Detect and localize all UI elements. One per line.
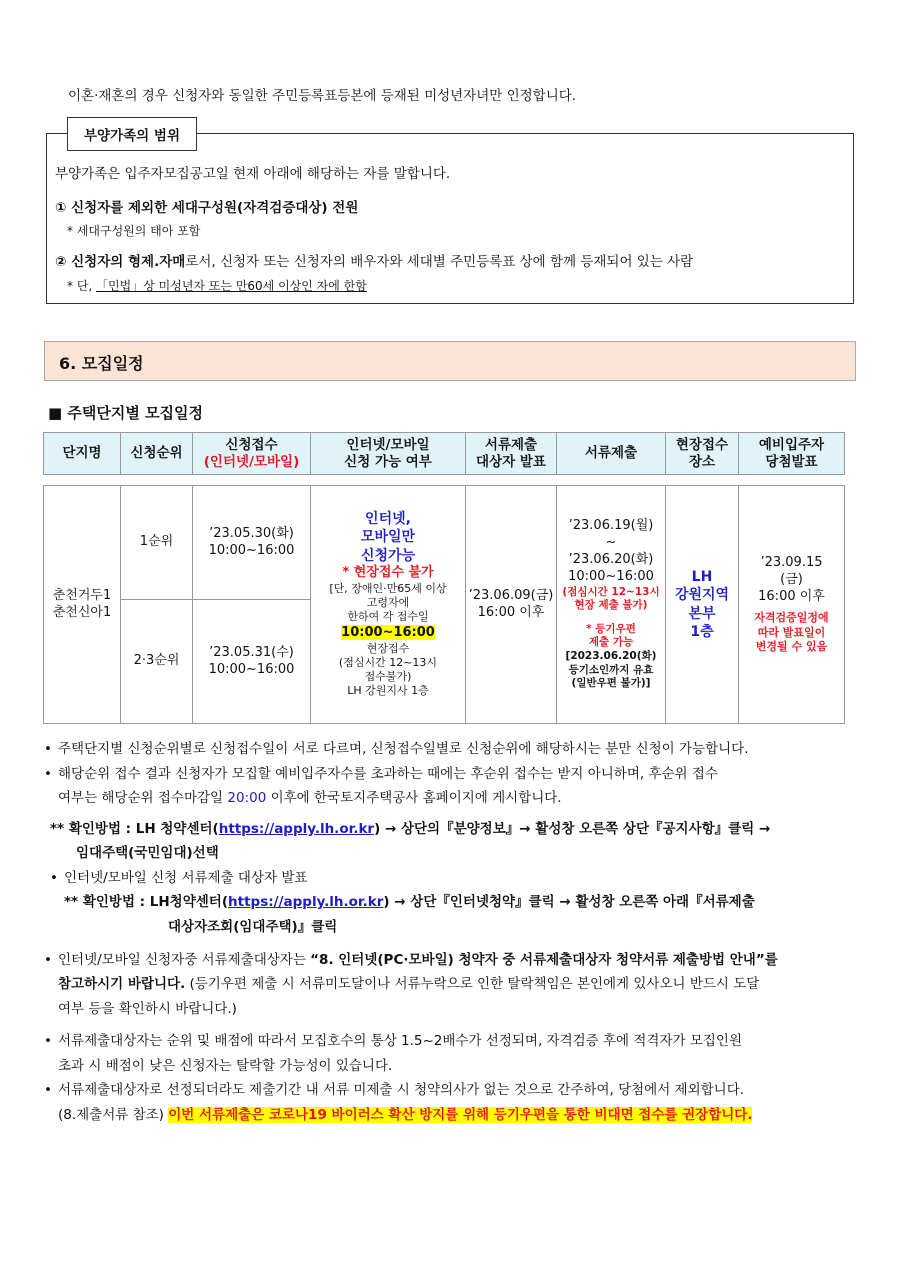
dependents-item-2-note (67, 277, 367, 294)
site-l3: 본부 (688, 605, 716, 622)
announce-date: ’23.06.09(금) (468, 587, 554, 603)
winner-l6: 변경될 수 있음 (755, 639, 828, 653)
th-docs-announce-1: 서류제출 (484, 437, 538, 454)
note-5a-post: ) → 상단『인터넷청약』클릭 → 활성창 오른쪽 아래『서류제출 (383, 894, 755, 911)
docs-l10: 등기소인까지 유효 (568, 663, 654, 676)
docs-l9: [2023.06.20(화) (565, 650, 657, 663)
online-l5: [단, 장애인·만65세 이상 (329, 581, 447, 595)
note-2b-post: 이후에 한국토지주택공사 홈페이지에 게시합니다. (266, 790, 562, 807)
note-6a-bold: “8. 인터넷(PC·모바일) 청약자 중 서류제출대상자 청약서류 제출방법 안내”를 (310, 951, 778, 968)
th-docs: 서류제출 (557, 433, 666, 475)
lh-link-2[interactable]: https://apply.lh.or.kr (228, 894, 384, 911)
note-2b (44, 786, 859, 811)
apply-2-date: ’23.05.31(수) (209, 644, 294, 660)
announce-time: 16:00 이후 (477, 604, 545, 620)
online-l1: 인터넷, (365, 511, 411, 528)
note-4: • 인터넷/모바일 신청 서류제출 대상자 발표 (50, 866, 859, 891)
note-2b-time: 20:00 (227, 790, 267, 807)
cell-apply-2 (193, 600, 311, 724)
docs-l4: 10:00~16:00 (568, 568, 654, 584)
cell-apply-1 (193, 486, 311, 600)
online-l8: 10:00~16:00 (341, 624, 435, 640)
lh-link-1[interactable]: https://apply.lh.or.kr (218, 820, 375, 837)
schedule-table (43, 485, 845, 724)
note-5b: 대상자조회(임대주택)』클릭 (168, 918, 338, 935)
cell-online (311, 486, 466, 724)
note-8b (44, 1103, 859, 1128)
winner-l4: 자격검증일정에 (754, 611, 829, 625)
cell-announce (466, 486, 557, 724)
docs-l1: ’23.06.19(월) (568, 517, 654, 533)
cell-docs (557, 486, 666, 724)
th-winner-1: 예비입주자 (758, 437, 825, 454)
covid-warning: 이번 서류제출은 코로나19 바이러스 확산 방지를 위해 등기우편을 통한 비대면 접수를 권장합니다. (168, 1106, 753, 1123)
cell-winner (739, 486, 845, 724)
th-rank: 신청순위 (121, 433, 193, 475)
dependents-item-2-bold: ② 신청자의 형제.자매 (55, 254, 186, 270)
th-online-1: 인터넷/모바일 (346, 437, 430, 454)
table-row (44, 486, 845, 600)
section-subtitle: ■ 주택단지별 모집일정 (48, 404, 204, 422)
note-6a (44, 948, 859, 973)
online-l4: * 현장접수 불가 (342, 564, 434, 580)
note-6c: 여부 등을 확인하시 바랍니다.) (58, 1000, 237, 1017)
apply-2-time: 10:00~16:00 (208, 661, 295, 677)
online-l3: 신청가능 (360, 547, 416, 564)
winner-l3: 16:00 이후 (758, 588, 825, 604)
note-8a: • 서류제출대상자로 선정되더라도 제출기간 내 서류 미제출 시 청약의사가 없는 것으로 간주하여, 당첨에서 제외합니다. (44, 1078, 859, 1103)
online-l7: 한하여 각 접수일 (347, 610, 429, 624)
th-apply (193, 433, 311, 475)
site-l2: 강원지역 (674, 587, 730, 604)
section-title: 6. 모집일정 (44, 341, 856, 381)
online-l2: 모바일만 (360, 529, 416, 546)
th-winner (739, 433, 845, 475)
th-winner-2: 당첨발표 (765, 453, 818, 470)
dependents-item-1-note: * 세대구성원의 태아 포함 (67, 224, 201, 238)
note-8b-pre: (8.제출서류 참조) (58, 1106, 169, 1123)
note-2a: • 해당순위 접수 결과 신청자가 모집할 예비입주자수를 초과하는 때에는 후순위 접수는 받지 아니하며, 후순위 접수 (44, 762, 859, 787)
cell-site (666, 486, 739, 724)
th-complex: 단지명 (44, 433, 121, 475)
note-3a-post: ) → 상단의『분양정보』→ 활성창 오른쪽 상단『공지사항』클릭 → (374, 820, 771, 837)
online-l9: 현장접수 (366, 641, 410, 655)
cell-rank-1: 1순위 (121, 486, 193, 600)
note-6b-bold: 참고하시기 바랍니다. (58, 976, 186, 993)
complex-2: 춘천신아1 (52, 604, 112, 620)
notes-list (44, 737, 859, 1127)
online-l12: LH 강원지사 1층 (347, 684, 429, 698)
th-docs-announce (466, 433, 557, 475)
online-l11: 접수불가) (364, 670, 412, 684)
dependents-item-1: ① 신청자를 제외한 세대구성원(자격검증대상) 전원 (55, 200, 359, 216)
note-3a (44, 817, 859, 842)
online-l10: (점심시간 12~13시 (338, 655, 438, 669)
site-l4: 1층 (690, 623, 714, 640)
apply-1-date: ’23.05.30(화) (209, 525, 294, 541)
dependents-desc: 부양가족은 입주자모집공고일 현재 아래에 해당하는 자를 말합니다. (55, 166, 451, 182)
th-site (666, 433, 739, 475)
note-5a (44, 890, 859, 915)
note-1: • 주택단지별 신청순위별로 신청접수일이 서로 다르며, 신청접수일별로 신청순위에 해당하시는 분만 신청이 가능합니다. (44, 737, 859, 762)
docs-l6: 현장 제출 불가) (574, 599, 648, 612)
winner-l1: ’23.09.15 (760, 554, 823, 570)
note-7b: 초과 시 배점이 낮은 신청자는 탈락할 가능성이 있습니다. (58, 1057, 393, 1074)
docs-l2: ~ (605, 534, 617, 550)
note-5a-pre: ** 확인방법 : LH청약센터( (64, 894, 229, 911)
note-2b-pre: 여부는 해당순위 접수마감일 (58, 790, 228, 807)
th-online (311, 433, 466, 475)
schedule-table-header (43, 432, 845, 475)
dependents-item-2-rest: 로서, 신청자 또는 신청자의 배우자와 세대별 주민등록표 상에 함께 등재되어 있는 사람 (185, 254, 694, 270)
th-site-1: 현장접수 (675, 437, 729, 454)
docs-l7: * 등기우편 (586, 622, 636, 635)
site-l1: LH (691, 569, 713, 586)
cell-rank-2: 2·3순위 (121, 600, 193, 724)
th-site-2: 장소 (688, 453, 716, 470)
complex-1: 춘천거두1 (52, 587, 112, 603)
docs-l3: ’23.06.20(화) (568, 551, 654, 567)
th-apply-main: 신청접수 (225, 437, 278, 454)
note-6b (44, 972, 859, 997)
note-6a-pre: 인터넷/모바일 신청자중 서류제출대상자는 (58, 951, 311, 968)
apply-1-time: 10:00~16:00 (208, 542, 295, 558)
dependents-box (46, 128, 854, 304)
online-l6: 고령자에 (366, 596, 410, 610)
note-underlined: 「민법」상 미성년자 또는 만60세 이상인 자에 한함 (96, 279, 367, 293)
docs-l8: 제출 가능 (588, 636, 634, 649)
th-docs-announce-2: 대상자 발표 (476, 453, 546, 470)
th-online-2: 신청 가능 여부 (344, 453, 432, 470)
th-apply-sub: (인터넷/모바일) (203, 453, 300, 470)
docs-l11: (일반우편 불가)] (571, 677, 651, 690)
dependents-item-2 (55, 250, 693, 270)
docs-l5: (점심시간 12~13시 (562, 585, 660, 598)
note-3b: 임대주택(국민임대)선택 (76, 845, 219, 862)
note-3a-pre: ** 확인방법 : LH 청약센터( (50, 820, 219, 837)
winner-l5: 따라 발표일이 (757, 625, 826, 639)
note-7a: • 서류제출대상자는 순위 및 배점에 따라서 모집호수의 통상 1.5~2배수가 선정되며, 자격검증 후에 적격자가 모집인원 (44, 1029, 859, 1054)
dependents-label: 부양가족의 범위 (67, 117, 197, 151)
note-prefix: * 단, (67, 279, 97, 293)
note-6b-rest: (등기우편 제출 시 서류미도달이나 서류누락으로 인한 탈락책임은 본인에게 있사오니 반드시 도달 (185, 976, 760, 993)
winner-l2: (금) (780, 571, 803, 587)
cell-complex (44, 486, 121, 724)
intro-text: 이혼·재혼의 경우 신청자와 동일한 주민등록표등본에 등재된 미성년자녀만 인정합니다. (68, 88, 577, 104)
